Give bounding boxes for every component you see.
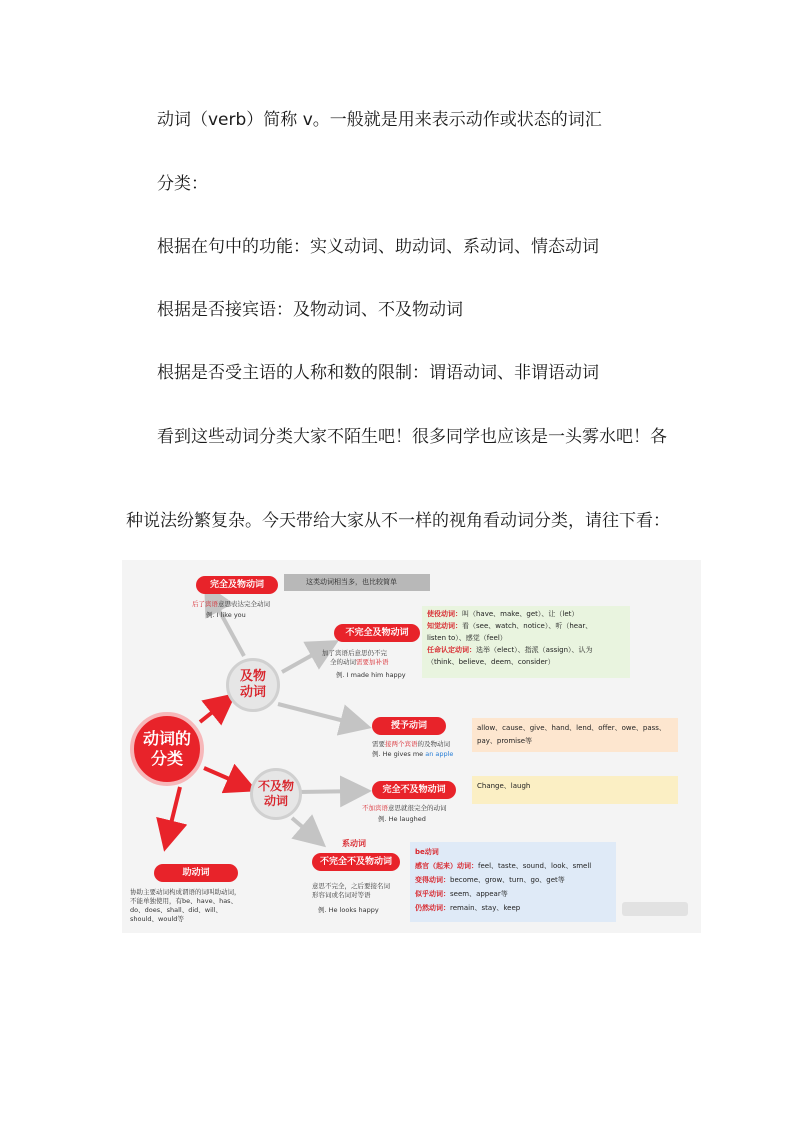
incomplete-transitive-pill: 不完全及物动词 (334, 624, 420, 642)
linking-box (410, 842, 616, 922)
center-node (130, 712, 204, 786)
complete-intransitive-pill: 完全不及物动词 (372, 781, 456, 799)
complete-transitive-pill: 完全及物动词 (196, 576, 278, 594)
incomplete-transitive-note-2 (330, 658, 389, 667)
box-row: be动词 (415, 848, 439, 856)
incomplete-transitive-note-2-red: 需要加补语 (356, 658, 389, 666)
auxiliary-note-4: should、would等 (130, 915, 184, 923)
linking-tag: 系动词 (342, 839, 366, 848)
box-row: 似乎动词：seem、appear等 (415, 890, 508, 898)
arrow-center-intransitive (204, 768, 250, 788)
box-row: 知觉动词：看（see、watch、notice）、听（hear、 (427, 622, 593, 630)
auxiliary-note-2: 不能单独使用，有be、have、has、 (130, 897, 238, 905)
box-row: （think、believe、deem、consider） (427, 658, 555, 666)
paragraph-1: 动词（verb）简称 v。一般就是用来表示动作或状态的词汇 (157, 110, 602, 130)
intransitive-line-2: 动词 (263, 794, 288, 808)
auxiliary-note-3: do、does、shall、did、will、 (130, 906, 222, 914)
incomplete-transitive-note-1: 加了宾语后意思仍不完 (322, 649, 387, 657)
box-row: 使役动词：叫（have、make、get）、让（let） (427, 610, 579, 618)
paragraph-3: 根据在句中的功能：实义动词、助动词、系动词、情态动词 (157, 237, 599, 257)
complete-transitive-callout: 这类动词相当多，也比较简单 (284, 574, 430, 591)
box-row: 感官（起来）动词：feel、taste、sound、look、smell (415, 862, 592, 870)
auxiliary-pill: 助动词 (154, 864, 238, 882)
verb-classification-diagram (122, 560, 701, 933)
ditransitive-note: 需要接两个宾语的及物动词 (372, 740, 450, 748)
transitive-line-1: 及物 (239, 669, 266, 684)
center-line-1: 动词的 (142, 729, 191, 748)
ditransitive-pill: 授予动词 (372, 717, 446, 735)
watermark-blur (622, 902, 688, 916)
intransitive-node (250, 768, 302, 820)
complete-transitive-note-red: 后了宾语 (192, 600, 218, 608)
arrow-center-auxiliary (166, 787, 180, 844)
ditransitive-box: allow、cause、give、hand、lend、offer、owe、pass、pay、promise等 (472, 718, 678, 752)
box-row: listen to）、感觉（feel） (427, 634, 507, 642)
box-row: 任命认定动词：选举（elect）、指派（assign）、认为 (427, 646, 593, 654)
intransitive-line-1: 不及物 (257, 779, 294, 793)
arrow-center-transitive (200, 698, 230, 722)
complete-transitive-note-rest: 意思表达完全动词 (218, 600, 270, 608)
transitive-node (226, 658, 280, 712)
complete-intransitive-example: 例. He laughed (378, 815, 426, 823)
transitive-line-2: 动词 (239, 685, 266, 700)
center-line-2: 分类 (150, 749, 183, 768)
paragraph-4: 根据是否接宾语：及物动词、不及物动词 (157, 300, 463, 320)
arrow-intransitive-complete (298, 791, 364, 792)
linking-pill: 不完全不及物动词 (312, 853, 400, 871)
complete-intransitive-note: 不加宾语意思就很完全的动词 (362, 804, 447, 812)
arrow-transitive-ditransitive (278, 704, 364, 726)
incomplete-transitive-note-2a: 全的动词 (330, 658, 356, 666)
ditransitive-example: 例. He gives me an apple (372, 750, 454, 758)
paragraph-6: 看到这些动词分类大家不陌生吧！很多同学也应该是一头雾水吧！各 (157, 427, 667, 447)
linking-example: 例. He looks happy (318, 906, 379, 914)
paragraph-7: 种说法纷繁复杂。今天带给大家从不一样的视角看动词分类，请往下看： (126, 511, 670, 531)
complete-transitive-example: 例. I like you (206, 611, 246, 619)
box-row: 变得动词：become、grow、turn、go、get等 (415, 876, 565, 884)
complete-transitive-note (192, 600, 270, 609)
complete-intransitive-box: Change、laugh (472, 776, 678, 804)
linking-note-2: 形容词或名词对等语 (312, 891, 371, 899)
incomplete-transitive-example: 例. I made him happy (336, 671, 406, 679)
paragraph-2: 分类： (157, 174, 208, 194)
arrow-intransitive-linking (292, 818, 320, 842)
linking-note-1: 意思不完全，之后要接名词 (312, 882, 390, 890)
box-row: 仍然动词：remain、stay、keep (415, 904, 521, 912)
paragraph-5: 根据是否受主语的人称和数的限制：谓语动词、非谓语动词 (157, 363, 599, 383)
auxiliary-note-1: 协助主要动词构成谓语的词叫助动词， (130, 888, 241, 896)
incomplete-transitive-box (422, 606, 630, 678)
